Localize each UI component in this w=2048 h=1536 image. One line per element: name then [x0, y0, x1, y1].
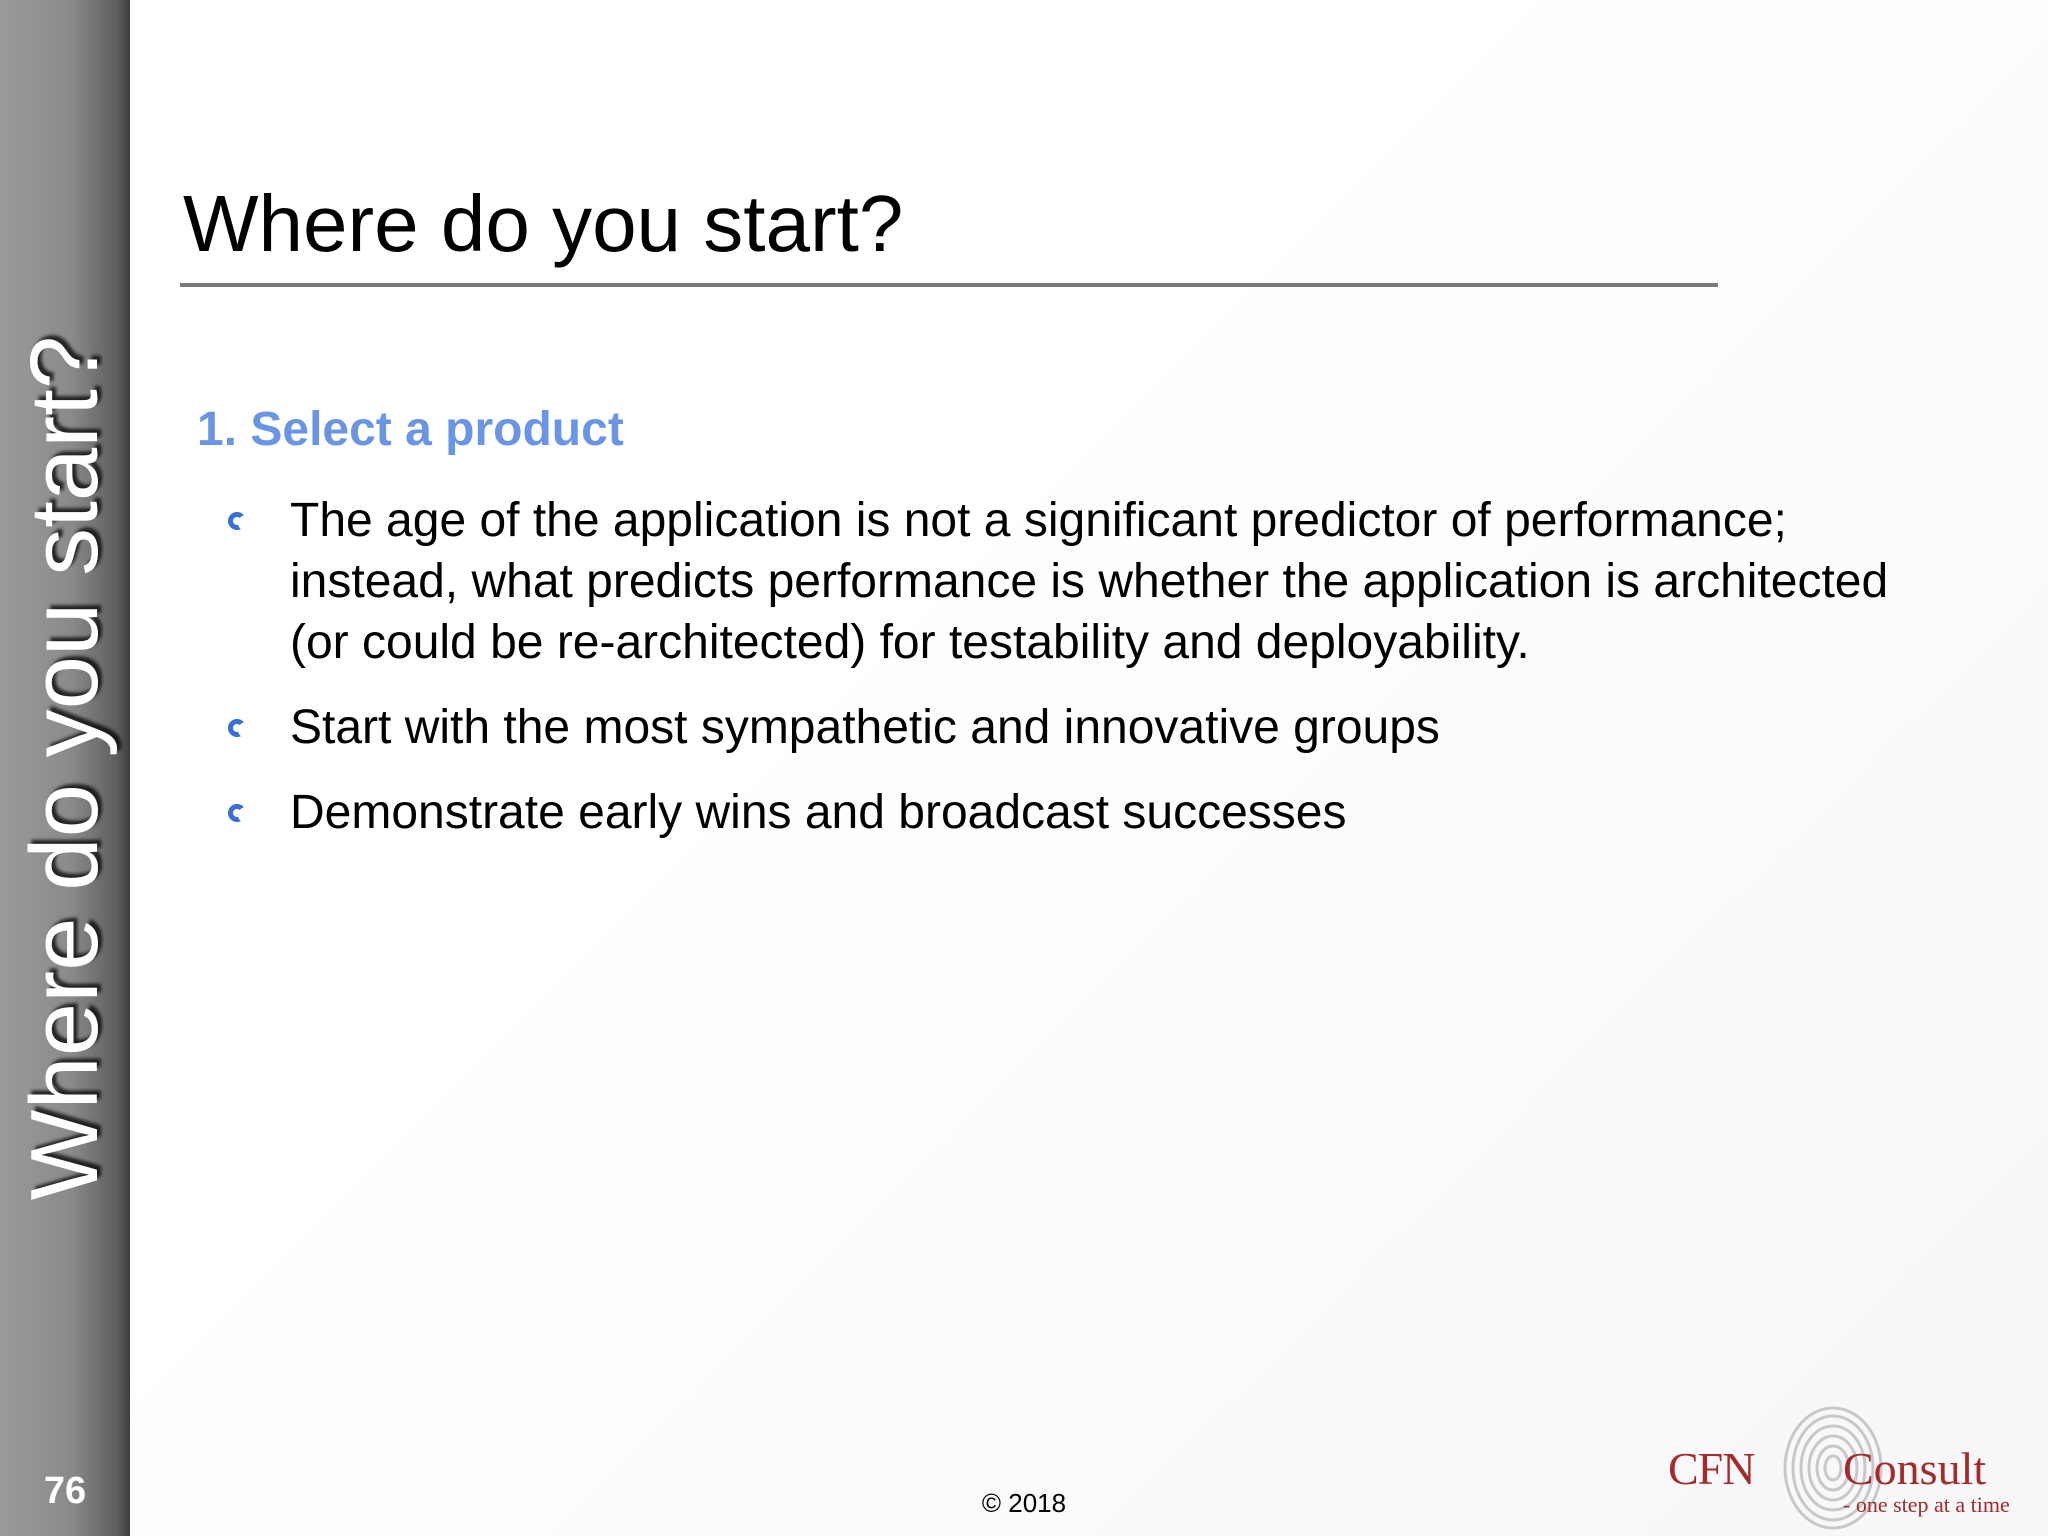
bullet-circle-icon [228, 512, 246, 530]
logo-tagline: - one step at a time [1843, 1492, 2010, 1517]
logo-text-consult: Consult [1843, 1443, 1987, 1494]
bullet-circle-icon [228, 719, 246, 737]
bullet-list [222, 490, 1922, 867]
section-heading: 1. Select a product [197, 403, 624, 456]
sidebar-title: Where do you start? [11, 335, 118, 1201]
copyright-notice: © 2018 [981, 1488, 1067, 1518]
bullet-circle-icon [228, 804, 246, 822]
bullet-item [222, 782, 1922, 843]
bullet-text: Start with the most sympathetic and innovative groups [290, 701, 1440, 754]
logo-text-cfn: CFN [1668, 1443, 1755, 1494]
title-divider [180, 283, 1718, 287]
bullet-item [222, 490, 1922, 673]
page-title: Where do you start? [183, 179, 904, 268]
bullet-text: The age of the application is not a significant predictor of performance; instead, what predicts performance is whether the application is architected (or could be re-architected) for testability and deployability. [290, 494, 1889, 669]
sidebar [0, 0, 130, 1536]
company-logo [1668, 1400, 2028, 1530]
bullet-text: Demonstrate early wins and broadcast successes [290, 786, 1347, 839]
slide-number: 76 [43, 1470, 87, 1512]
bullet-item [222, 697, 1922, 758]
